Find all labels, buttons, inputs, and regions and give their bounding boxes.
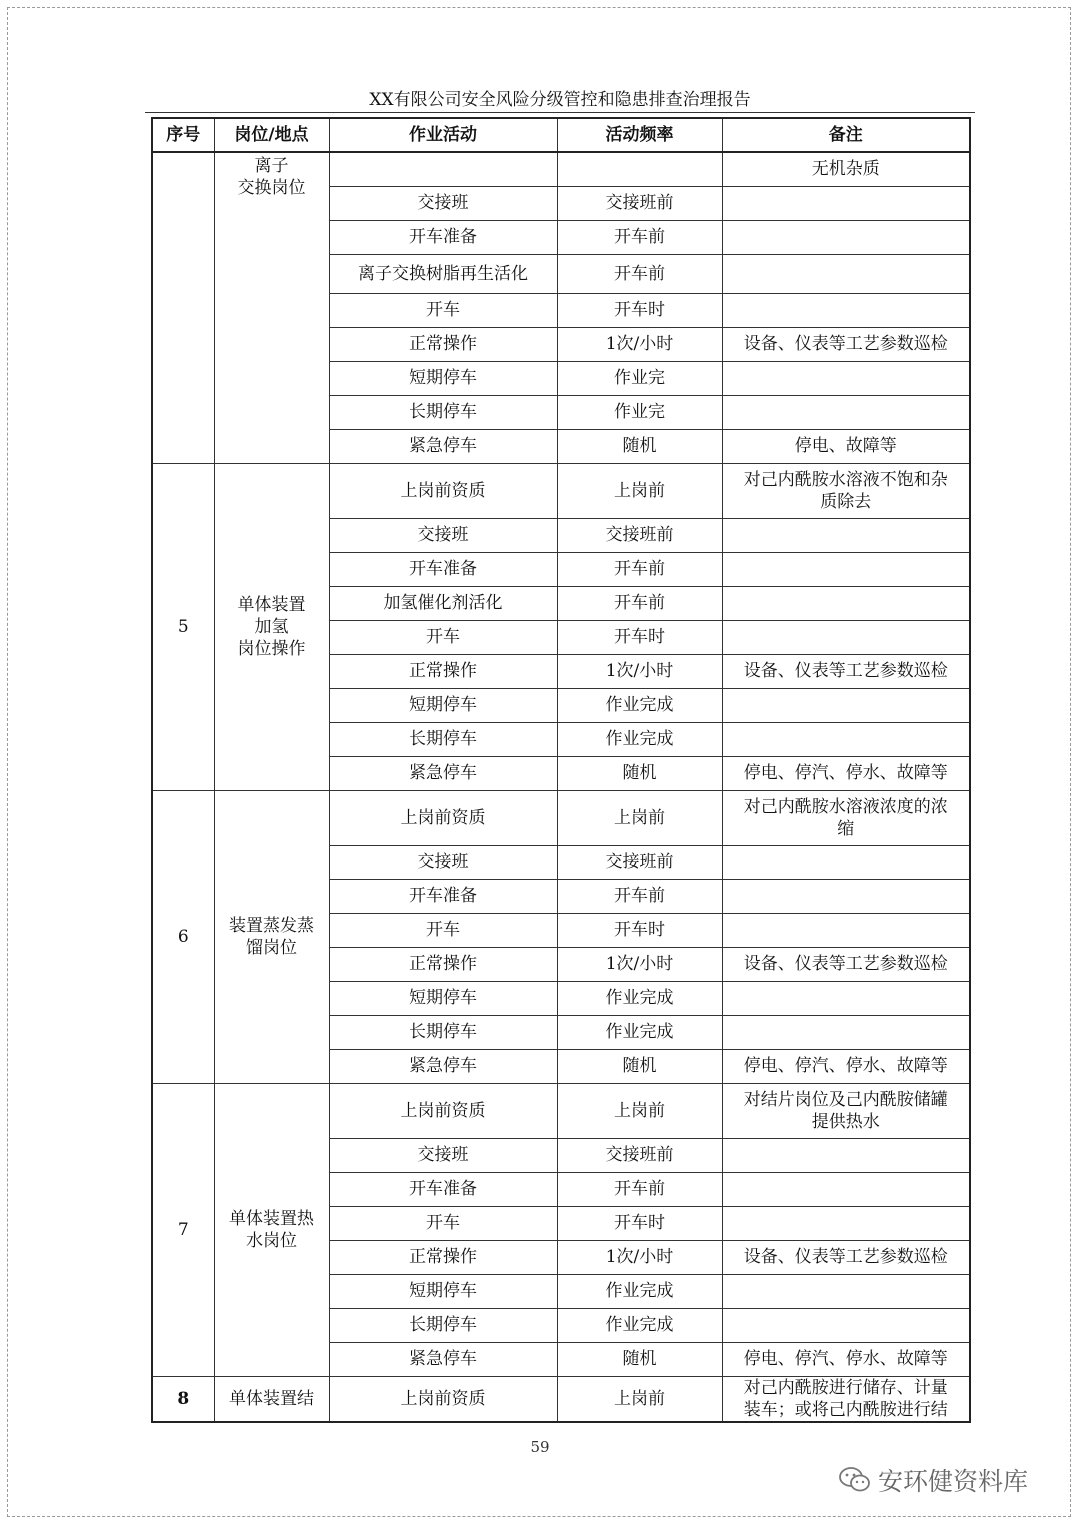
risk-activity-table — [151, 117, 971, 1423]
note-cell — [722, 845, 970, 879]
activity-cell: 正常操作 — [329, 947, 557, 981]
activity-cell: 开车 — [329, 913, 557, 947]
table-header-row — [152, 118, 970, 152]
frequency-cell: 1次/小时 — [557, 1240, 722, 1274]
wechat-icon — [838, 1465, 872, 1495]
note-cell — [722, 1274, 970, 1308]
note-cell — [722, 1206, 970, 1240]
note-cell: 设备、仪表等工艺参数巡检 — [722, 327, 970, 361]
post-cell: 离子 交换岗位 — [214, 152, 329, 463]
post-cell: 单体装置结 — [214, 1376, 329, 1422]
note-cell — [722, 586, 970, 620]
activity-cell: 上岗前资质 — [329, 1376, 557, 1422]
frequency-cell: 作业完成 — [557, 1015, 722, 1049]
activity-cell: 交接班 — [329, 518, 557, 552]
frequency-cell: 1次/小时 — [557, 654, 722, 688]
note-cell: 无机杂质 — [722, 152, 970, 186]
note-cell — [722, 293, 970, 327]
note-cell — [722, 879, 970, 913]
note-cell — [722, 981, 970, 1015]
note-cell — [722, 254, 970, 293]
frequency-cell: 开车前 — [557, 586, 722, 620]
frequency-cell: 作业完 — [557, 395, 722, 429]
note-cell: 停电、停汽、停水、故障等 — [722, 1342, 970, 1376]
note-cell — [722, 395, 970, 429]
note-cell — [722, 722, 970, 756]
note-cell: 对己内酰胺水溶液浓度的浓 缩 — [722, 790, 970, 845]
frequency-cell: 1次/小时 — [557, 327, 722, 361]
column-header-frequency: 活动频率 — [557, 118, 722, 152]
note-cell — [722, 620, 970, 654]
seq-cell — [152, 152, 214, 463]
frequency-cell: 上岗前 — [557, 1376, 722, 1422]
frequency-cell: 开车前 — [557, 220, 722, 254]
activity-cell: 短期停车 — [329, 981, 557, 1015]
activity-cell: 开车 — [329, 620, 557, 654]
frequency-cell: 开车时 — [557, 913, 722, 947]
activity-cell: 长期停车 — [329, 395, 557, 429]
document-header: XX有限公司安全风险分级管控和隐患排查治理报告 — [145, 88, 975, 113]
activity-cell: 短期停车 — [329, 361, 557, 395]
note-cell: 设备、仪表等工艺参数巡检 — [722, 1240, 970, 1274]
seq-cell: 7 — [152, 1083, 214, 1376]
activity-cell: 正常操作 — [329, 1240, 557, 1274]
seq-cell: 8 — [152, 1376, 214, 1422]
note-cell — [722, 1308, 970, 1342]
note-cell: 停电、停汽、停水、故障等 — [722, 756, 970, 790]
activity-cell: 开车准备 — [329, 1172, 557, 1206]
frequency-cell: 开车前 — [557, 879, 722, 913]
frequency-cell: 交接班前 — [557, 1138, 722, 1172]
activity-cell — [329, 152, 557, 186]
activity-cell: 长期停车 — [329, 1308, 557, 1342]
table-row — [152, 463, 970, 518]
frequency-cell: 上岗前 — [557, 1083, 722, 1138]
seq-cell: 6 — [152, 790, 214, 1083]
frequency-cell: 交接班前 — [557, 518, 722, 552]
activity-cell: 开车 — [329, 1206, 557, 1240]
frequency-cell: 作业完成 — [557, 1274, 722, 1308]
seq-cell: 5 — [152, 463, 214, 790]
activity-cell: 短期停车 — [329, 688, 557, 722]
activity-cell: 正常操作 — [329, 654, 557, 688]
note-cell — [722, 220, 970, 254]
note-cell: 设备、仪表等工艺参数巡检 — [722, 947, 970, 981]
frequency-cell: 开车时 — [557, 1206, 722, 1240]
note-cell: 停电、故障等 — [722, 429, 970, 463]
activity-cell: 加氢催化剂活化 — [329, 586, 557, 620]
activity-cell: 紧急停车 — [329, 1342, 557, 1376]
table-row — [152, 1083, 970, 1138]
post-cell: 单体装置 加氢 岗位操作 — [214, 463, 329, 790]
column-header-activity: 作业活动 — [329, 118, 557, 152]
activity-cell: 长期停车 — [329, 1015, 557, 1049]
frequency-cell: 随机 — [557, 1342, 722, 1376]
note-cell: 对己内酰胺水溶液不饱和杂 质除去 — [722, 463, 970, 518]
note-cell: 对己内酰胺进行储存、计量 装车；或将己内酰胺进行结 — [722, 1376, 970, 1422]
activity-cell: 交接班 — [329, 1138, 557, 1172]
column-header-note: 备注 — [722, 118, 970, 152]
page-number: 59 — [530, 1438, 550, 1456]
frequency-cell: 交接班前 — [557, 186, 722, 220]
post-cell: 装置蒸发蒸 馏岗位 — [214, 790, 329, 1083]
frequency-cell: 作业完 — [557, 361, 722, 395]
column-header-post: 岗位/地点 — [214, 118, 329, 152]
frequency-cell: 作业完成 — [557, 688, 722, 722]
frequency-cell: 开车时 — [557, 620, 722, 654]
activity-cell: 紧急停车 — [329, 1049, 557, 1083]
activity-cell: 紧急停车 — [329, 429, 557, 463]
note-cell — [722, 1015, 970, 1049]
note-cell — [722, 1138, 970, 1172]
activity-cell: 离子交换树脂再生活化 — [329, 254, 557, 293]
frequency-cell: 随机 — [557, 429, 722, 463]
activity-cell: 交接班 — [329, 845, 557, 879]
note-cell — [722, 1172, 970, 1206]
frequency-cell: 开车前 — [557, 552, 722, 586]
watermark-text: 安环健资料库 — [878, 1467, 1029, 1496]
note-cell: 停电、停汽、停水、故障等 — [722, 1049, 970, 1083]
frequency-cell: 开车前 — [557, 254, 722, 293]
watermark — [838, 1460, 1058, 1500]
note-cell — [722, 518, 970, 552]
note-cell — [722, 552, 970, 586]
frequency-cell: 上岗前 — [557, 463, 722, 518]
note-cell: 设备、仪表等工艺参数巡检 — [722, 654, 970, 688]
frequency-cell: 作业完成 — [557, 722, 722, 756]
frequency-cell: 作业完成 — [557, 1308, 722, 1342]
table-row — [152, 1376, 970, 1422]
note-cell — [722, 913, 970, 947]
activity-cell: 上岗前资质 — [329, 463, 557, 518]
frequency-cell: 上岗前 — [557, 790, 722, 845]
note-cell — [722, 361, 970, 395]
frequency-cell: 随机 — [557, 756, 722, 790]
note-cell — [722, 688, 970, 722]
activity-cell: 紧急停车 — [329, 756, 557, 790]
frequency-cell — [557, 152, 722, 186]
note-cell — [722, 186, 970, 220]
activity-cell: 开车准备 — [329, 220, 557, 254]
activity-cell: 交接班 — [329, 186, 557, 220]
frequency-cell: 1次/小时 — [557, 947, 722, 981]
activity-cell: 上岗前资质 — [329, 790, 557, 845]
activity-cell: 开车准备 — [329, 879, 557, 913]
post-cell: 单体装置热 水岗位 — [214, 1083, 329, 1376]
activity-cell: 上岗前资质 — [329, 1083, 557, 1138]
frequency-cell: 交接班前 — [557, 845, 722, 879]
activity-cell: 长期停车 — [329, 722, 557, 756]
column-header-seq: 序号 — [152, 118, 214, 152]
activity-cell: 开车 — [329, 293, 557, 327]
table-row — [152, 152, 970, 186]
frequency-cell: 开车前 — [557, 1172, 722, 1206]
note-cell: 对结片岗位及己内酰胺储罐 提供热水 — [722, 1083, 970, 1138]
activity-cell: 正常操作 — [329, 327, 557, 361]
frequency-cell: 开车时 — [557, 293, 722, 327]
table-row — [152, 790, 970, 845]
activity-cell: 开车准备 — [329, 552, 557, 586]
frequency-cell: 作业完成 — [557, 981, 722, 1015]
frequency-cell: 随机 — [557, 1049, 722, 1083]
activity-cell: 短期停车 — [329, 1274, 557, 1308]
